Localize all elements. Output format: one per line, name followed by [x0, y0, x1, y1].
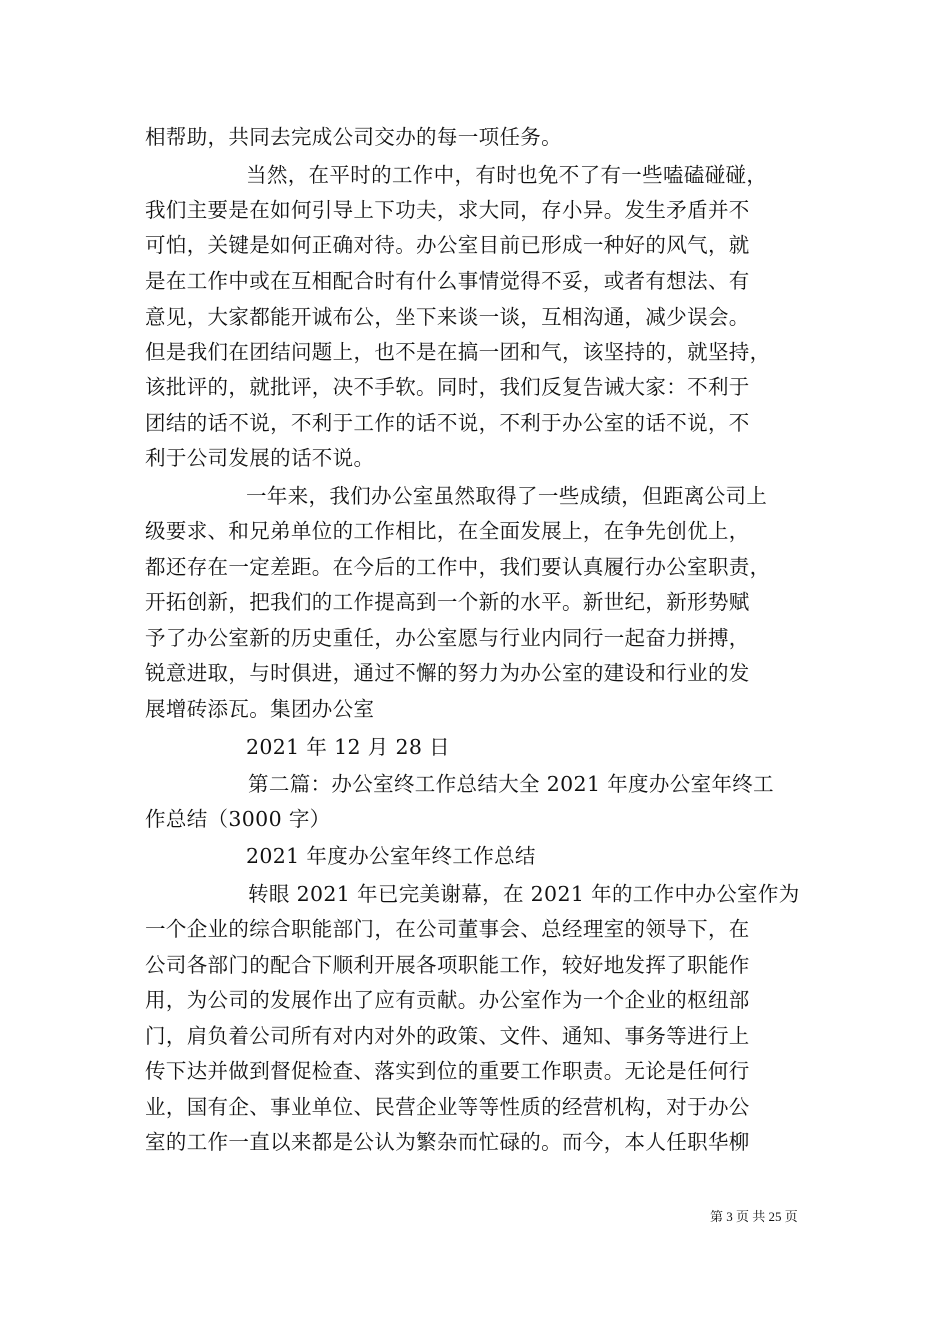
body-text-line: 传下达并做到督促检查、落实到位的重要工作职责。无论是任何行	[145, 1059, 750, 1083]
body-text-line: 锐意进取，与时俱进，通过不懈的努力为办公室的建设和行业的发	[145, 661, 750, 685]
body-text-line: 是在工作中或在互相配合时有什么事情觉得不妥，或者有想法、有	[145, 269, 750, 293]
body-text-line: 业，国有企、事业单位、民营企业等等性质的经营机构，对于办公	[145, 1095, 750, 1119]
body-text-line: 转眼 2021 年已完美谢幕，在 2021 年的工作中办公室作为	[248, 882, 800, 906]
date-line: 2021 年 12 月 28 日	[246, 735, 451, 759]
section-title: 2021 年度办公室年终工作总结	[246, 844, 536, 868]
page-number: 第 3 页 共 25 页	[710, 1209, 798, 1224]
body-text-line: 室的工作一直以来都是公认为繁杂而忙碌的。而今，本人任职华柳	[145, 1130, 750, 1154]
body-text-line: 一年来，我们办公室虽然取得了一些成绩，但距离公司上	[246, 484, 768, 508]
body-text-line: 我们主要是在如何引导上下功夫，求大同，存小异。发生矛盾并不	[145, 198, 750, 222]
body-text-line: 相帮助，共同去完成公司交办的每一项任务。	[145, 125, 562, 149]
body-text-line: 利于公司发展的话不说。	[145, 446, 375, 470]
body-text-line: 都还存在一定差距。在今后的工作中，我们要认真履行办公室职责，	[145, 555, 771, 579]
body-text-line: 开拓创新，把我们的工作提高到一个新的水平。新世纪，新形势赋	[145, 590, 750, 614]
section-heading: 第二篇：办公室终工作总结大全 2021 年度办公室年终工	[248, 772, 775, 796]
body-text-line: 公司各部门的配合下顺利开展各项职能工作，较好地发挥了职能作	[145, 953, 750, 977]
section-heading: 作总结（3000 字）	[145, 807, 331, 831]
body-text-line: 该批评的，就批评，决不手软。同时，我们反复告诫大家：不利于	[145, 375, 750, 399]
body-text-line: 意见，大家都能开诚布公，坐下来谈一谈，互相沟通，减少误会。	[145, 305, 750, 329]
body-text-line: 予了办公室新的历史重任，办公室愿与行业内同行一起奋力拼搏，	[145, 626, 750, 650]
body-text-line: 但是我们在团结问题上，也不是在搞一团和气，该坚持的，就坚持，	[145, 340, 771, 364]
body-text-line: 可怕，关键是如何正确对待。办公室目前已形成一种好的风气，就	[145, 233, 750, 257]
body-text-line: 展增砖添瓦。集团办公室	[145, 697, 375, 721]
body-text-line: 团结的话不说，不利于工作的话不说，不利于办公室的话不说，不	[145, 411, 750, 435]
body-text-line: 一个企业的综合职能部门，在公司董事会、总经理室的领导下，在	[145, 917, 750, 941]
body-text-line: 级要求、和兄弟单位的工作相比，在全面发展上，在争先创优上，	[145, 519, 750, 543]
body-text-line: 当然，在平时的工作中，有时也免不了有一些嗑磕碰碰，	[246, 163, 768, 187]
body-text-line: 门，肩负着公司所有对内对外的政策、文件、通知、事务等进行上	[145, 1024, 750, 1048]
body-text-line: 用，为公司的发展作出了应有贡献。办公室作为一个企业的枢纽部	[145, 988, 750, 1012]
